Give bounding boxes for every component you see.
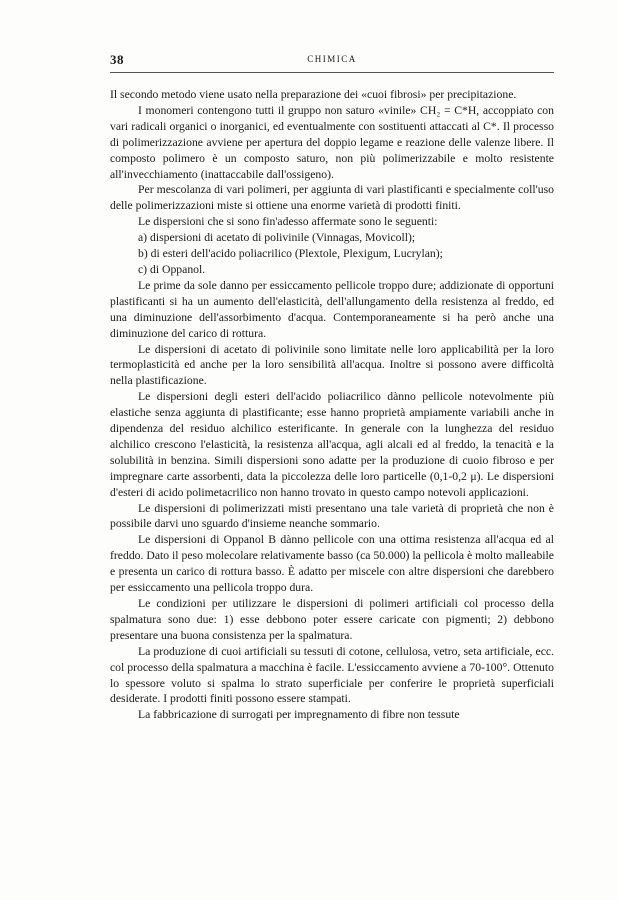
body-text [110, 87, 554, 723]
page-number: 38 [110, 52, 124, 67]
page-header [110, 52, 554, 70]
paragraph: Per mescolanza di vari polimeri, per aggiunta di vari plastificanti e specialmente coll'uso delle polimerizzazioni miste si ottiene una enorme varietà di prodotti finiti. [110, 183, 554, 213]
paragraph: Le dispersioni di acetato di polivinile sono limitate nelle loro applicabilità per la loro termoplasticità ed anche per la loro sensibilità all'acqua. Inoltre si possono avere difficoltà nella plastificazione. [110, 342, 554, 388]
paragraph: Le dispersioni degli esteri dell'acido poliacrilico dànno pellicole notevolmente più elastiche senza aggiunta di plastificante; esse hanno proprietà ampiamente variabili anche in dipendenza del residuo alchilico esterificante. In generale con la lunghezza del residuo alchilico crescono l'elasticità, la resistenza all'acqua, agli alcali ed al freddo, la tenacità e la solubilità in benzina. Simili dispersioni sono adatte per la produzione di cuoio fibroso e per impregnare carte assorbenti, data la piccolezza delle loro particelle (0,1-0,2 μ). Le dispersioni d'esteri di acido polimetacrilico non hanno trovato in questo campo notevoli applicazioni. [110, 390, 554, 499]
paragraph: La produzione di cuoi artificiali su tessuti di cotone, cellulosa, vetro, seta artificiale, ecc. col processo della spalmatura a macchina è facile. L'essiccamento avviene a 70-100°. Ottenuto lo spessore voluto si spalma lo strato superficiale per conferire le proprietà superficiali desiderate. I prodotti finiti possono essere stampati. [110, 644, 554, 706]
paragraph: Le dispersioni di Oppanol B dànno pellicole con una ottima resistenza all'acqua ed al freddo. Dato il peso molecolare relativamente basso (ca 50.000) la pellicola è molto malleabile e presenta un carico di rottura basso. È adatto per miscele con altre dispersioni che darebbero per essiccamento una pellicola troppo dura. [110, 533, 554, 595]
header-rule [110, 72, 554, 73]
paragraph: Le condizioni per utilizzare le dispersioni di polimeri artificiali col processo della spalmatura sono due: 1) esse debbono poter essere caricate con pigmenti; 2) debbono presentare una buona consistenza per la spalmatura. [110, 597, 554, 642]
list-item: b) di esteri dell'acido poliacrilico (Plextole, Plexigum, Lucrylan); [138, 247, 443, 261]
paragraph: La fabbricazione di surrogati per impregnamento di fibre non tessute [138, 708, 460, 722]
paragraph: Le prime da sole danno per essiccamento pellicole troppo dure; addizionate di opportuni plastificanti si ha un aumento dell'elasticità, dell'allungamento della resistenza al freddo, ed una diminuzione dell'assorbimento d'acqua. Contemporaneamente si ha però anche una diminuzione del carico di rottura. [110, 278, 554, 340]
paragraph: Le dispersioni che si sono fin'adesso affermate sono le seguenti: [138, 215, 438, 229]
paragraph: I monomeri contengono tutti il gruppo non saturo «vinile» CH₂ = C*H, accoppiato con vari radicali organici o inorganici, ed eventualmente con sostituenti attaccati al C*. Il processo di polimerizzazione avviene per apertura del doppio legame e reazione delle valenze libere. Il composto polimero è un composto saturo, non più polimerizzabile e molto resistente all'invecchiamento (inattaccabile dall'ossigeno). [110, 103, 554, 181]
paragraph: Le dispersioni di polimerizzati misti presentano una tale varietà di proprietà che non è possibile darvi uno sguardo d'insieme neanche sommario. [110, 501, 554, 531]
list-item: a) dispersioni di acetato di polivinile (Vinnagas, Movicoll); [138, 231, 416, 245]
list-item: c) di Oppanol. [138, 262, 206, 276]
paragraph: Il secondo metodo viene usato nella preparazione dei «cuoi fibrosi» per precipitazione. [110, 88, 517, 101]
running-title: CHIMICA [307, 54, 357, 64]
